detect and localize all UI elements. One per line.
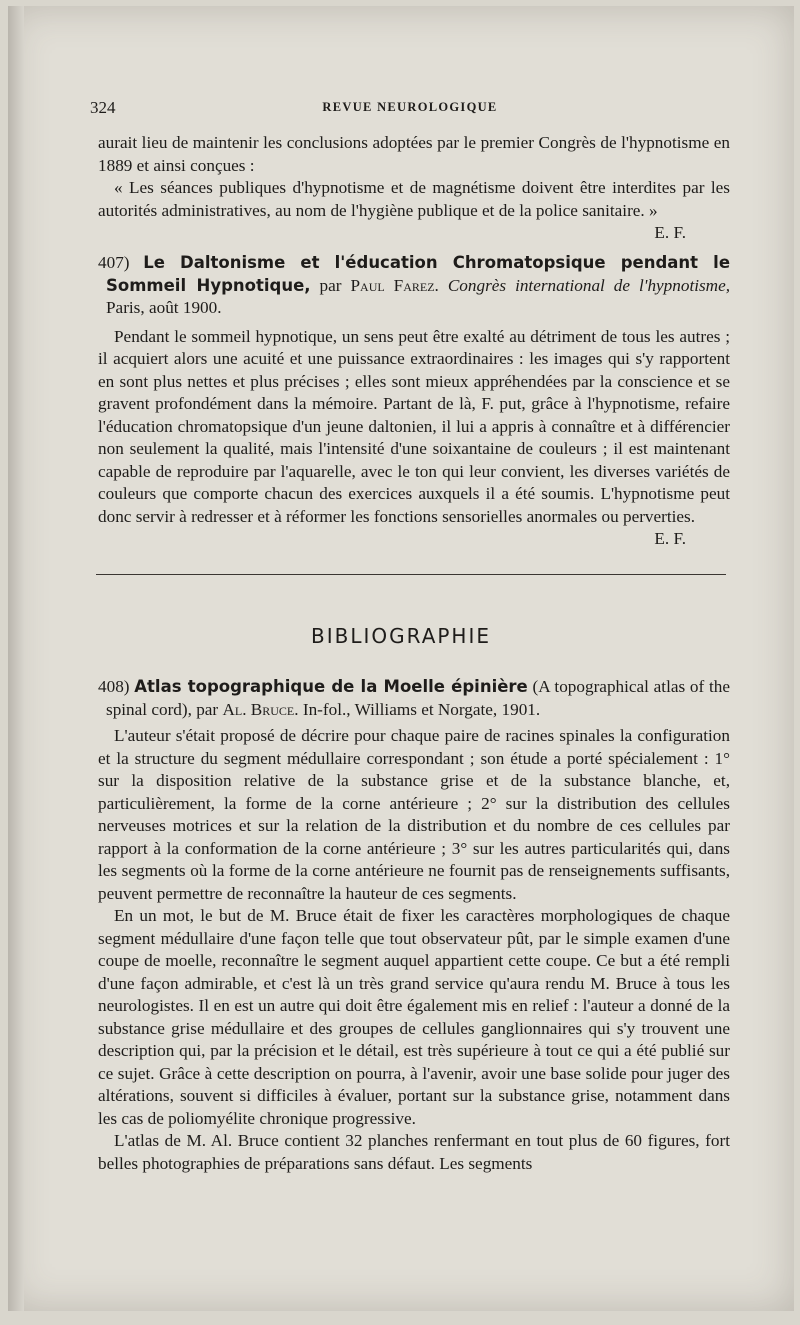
bibliography-heading: BIBLIOGRAPHIE (310, 624, 492, 648)
item-407-heading (98, 252, 730, 320)
item-408 (98, 676, 730, 1175)
item-407-number: 407) (98, 253, 130, 272)
item-408-publication: In-fol., Williams et Norgate, 1901. (302, 699, 541, 719)
item-407-body-text: Pendant le sommeil hypnotique, un sens peut être exalté au détriment de tous les autres ; il acquiert alors une acuité et une puissance extraordinaires : les images qui s'y rapportent en sont plus nettes et plus précises ; elles sont mieux appréhendées par la conscience et se gravent profondément dans la mémoire. Partant de là, F. put, grâce à l'hypnotisme, refaire l'éducation chromatopsique d'un jeune daltonien, il lui a appris à connaître et à différencier non seulement la qualité, mais l'intensité d'une soixantaine de couleurs ; il est maintenant capable de reproduire par l'aquarelle, avec le ton qui leur convient, les diverses variétés de couleurs que comporte chacun des exercices auxquels il a été soumis. L'hypnotisme peut donc servir à redresser et à réformer les fonctions sensorielles anormales ou perverties. (98, 326, 730, 526)
item-407-by: par (319, 275, 342, 295)
page-gutter-shadow (8, 6, 24, 1311)
quote-text: « Les séances publiques d'hypnotisme et de magnétisme doivent être interdites par les autorités administratives, au nom de l'hygiène publique et de la police sanitaire. » (98, 178, 730, 220)
page-header (90, 98, 730, 118)
item-407-author: Paul Farez. (350, 275, 439, 295)
item-407-title: Le Daltonisme et l'éducation Chromatopsique pendant le Sommeil Hypnotique, (106, 253, 731, 295)
item-408-paragraph-2: En un mot, le but de M. Bruce était de fixer les caractères morphologiques de chaque segment médullaire d'une façon telle que tout observateur pût, par le simple examen d'une coupe de moelle, reconnaître le segment auquel appartient cette coupe. Ce but a été rempli d'une façon admirable, et c'est là un très grand service qu'aura rendu M. Bruce à tous les neurologistes. Il en est un autre qui doit être également mis en relief : l'auteur a donné de la substance grise médullaire et des groupes de cellules ganglionnaires qui s'y trouvent une description qui, par la précision et le détail, est très supérieure à tout ce qui a été publié sur ce sujet. Grâce à cette description on pourra, à l'avenir, avoir une base solide pour juger des altérations, souvent si difficiles à évaluer, portant sur la substance grise, notamment dans les cas de poliomyélite chronique progressive. (98, 906, 730, 1128)
item-408-paragraph-3: L'atlas de M. Al. Bruce contient 32 planches renfermant en tout plus de 60 figures, fort belles photographies de préparations sans défaut. Les segments (98, 1131, 730, 1173)
item-408-author: Al. Bruce. (222, 699, 299, 719)
item-407-body (98, 326, 730, 548)
signature-ef-2: E. F. (654, 529, 686, 548)
section-divider (96, 574, 726, 575)
item-408-title: Atlas topographique de la Moelle épinière (134, 677, 528, 696)
paragraph-continued: aurait lieu de maintenir les conclusions adoptées par le premier Congrès de l'hypnotisme en 1889 et ainsi conçues : (98, 133, 730, 175)
item-407-place-date: Paris, août 1900. (106, 298, 222, 317)
item-407-source: Congrès international de l'hypnotisme, (447, 275, 731, 295)
item-408-subtitle: (A topographical atlas of the spinal cord), par (106, 677, 730, 719)
item-407 (98, 252, 730, 551)
document-page (8, 6, 794, 1311)
running-title: REVUE NEUROLOGIQUE (322, 100, 498, 114)
item-408-number: 408) (98, 677, 130, 696)
continued-text-block (98, 132, 730, 245)
item-408-paragraph-1: L'auteur s'était proposé de décrire pour chaque paire de racines spinales la configuration et la structure du segment médullaire correspondant ; son étude a porté spécialement : 1° sur la disposition relative de la substance grise et de la substance blanche, et, particulièrement, la forme de la corne antérieure ; 2° sur la distribution des cellules nerveuses motrices et sur la relation de la distribution et du nombre de ces cellules par rapport à la conformation de la corne antérieure ; 3° sur les autres particularités qui, dans les segments où la forme de la corne antérieure ne fournit pas de renseignements suffisants, peuvent permettre de reconnaître la hauteur de ces segments. (98, 726, 730, 903)
paragraph-quote (98, 177, 730, 242)
signature-ef-1: E. F. (654, 223, 686, 242)
item-408-heading (98, 676, 730, 721)
page-number: 324 (90, 98, 116, 117)
